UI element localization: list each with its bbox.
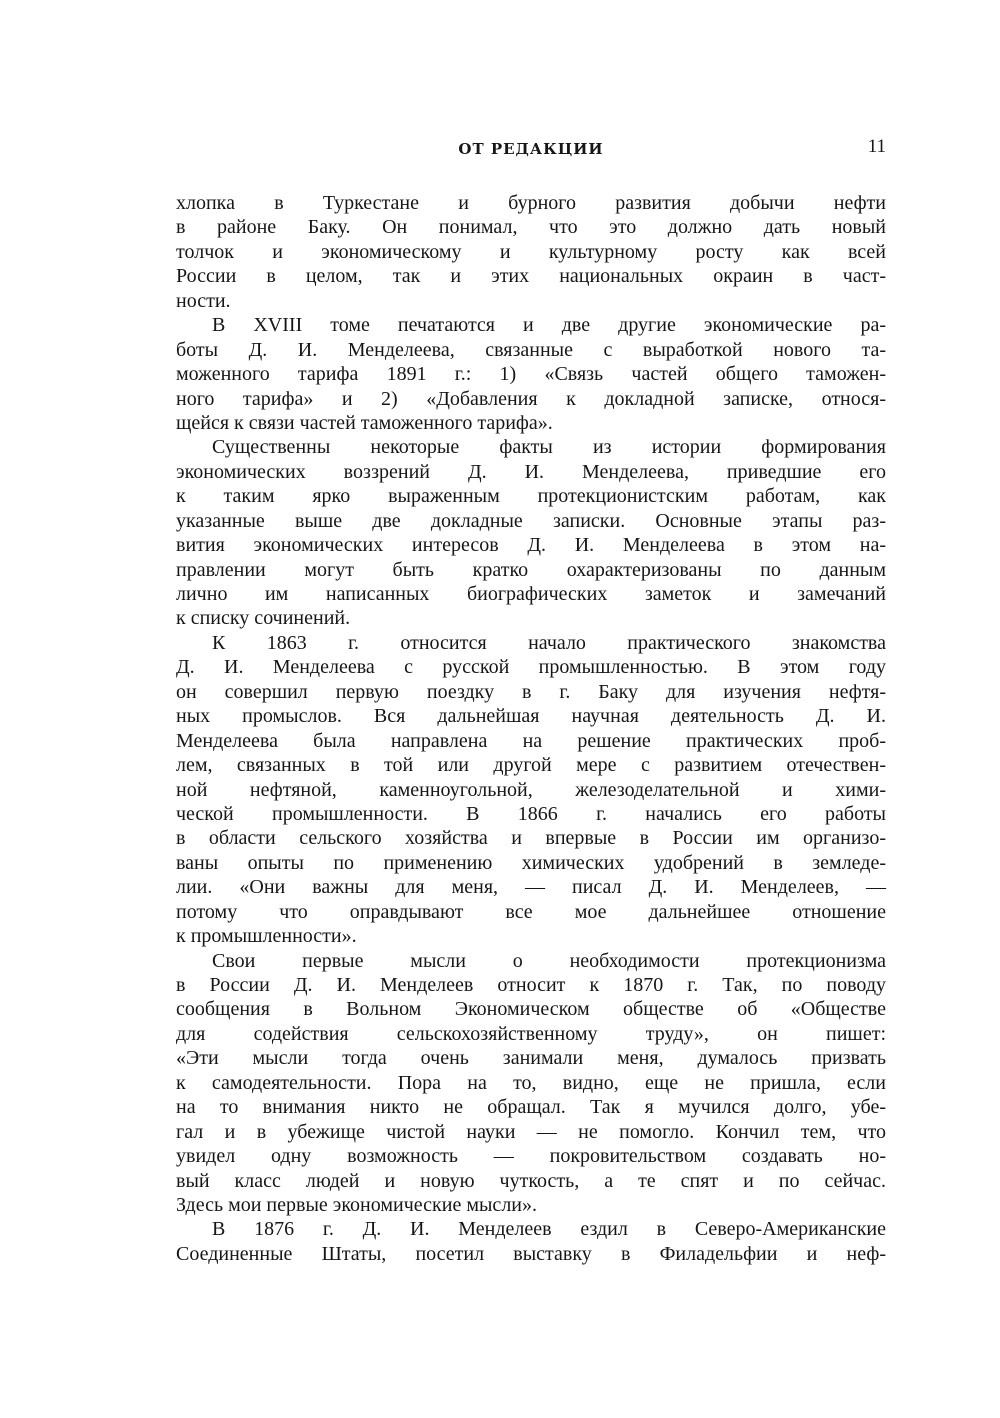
page-number: 11	[867, 136, 886, 157]
text-line: сообщения в Вольном Экономическом обществе об «Обществе	[176, 998, 886, 1021]
text-line: увидел одну возможность — покровительством создавать но-	[176, 1145, 886, 1168]
text-line: Соединенные Штаты, посетил выставку в Филадельфии и неф-	[176, 1242, 886, 1265]
text-line: экономических воззрений Д. И. Менделеева, приведшие его	[176, 460, 886, 483]
text-line: ваны опыты по применению химических удобрений в земледе-	[176, 851, 886, 874]
text-line: правлении могут быть кратко охарактеризованы по данным	[176, 558, 886, 581]
text-line: В XVIII томе печатаются и две другие экономические ра-	[212, 314, 886, 337]
text-line: для содействия сельскохозяйственному труду», он пишет:	[176, 1022, 886, 1045]
text-line: К 1863 г. относится начало практического знакомства	[212, 631, 886, 654]
text-line: к самодеятельности. Пора на то, видно, еще не пришла, если	[176, 1071, 886, 1094]
text-line: в районе Баку. Он понимал, что это должно дать новый	[176, 216, 886, 239]
text-line: ческой промышленности. В 1866 г. начались его работы	[176, 802, 886, 825]
text-line: вития экономических интересов Д. И. Менделеева в этом на-	[176, 534, 886, 557]
text-line: в России Д. И. Менделеев относит к 1870 г. Так, по поводу	[176, 974, 886, 996]
text-line: «Эти мысли тогда очень занимали меня, думалось призвать	[176, 1047, 886, 1070]
text-line: к списку сочинений.	[176, 607, 351, 630]
text-line: боты Д. И. Менделеева, связанные с выработкой нового та-	[176, 338, 886, 361]
text-line: моженного тарифа 1891 г.: 1) «Связь частей общего таможен-	[176, 363, 886, 386]
text-line: Существенны некоторые факты из истории формирования	[212, 436, 886, 459]
text-line: толчок и экономическому и культурному росту как всей	[176, 240, 886, 263]
text-line: в области сельского хозяйства и впервые в России им организо-	[176, 827, 886, 850]
text-line: хлопка в Туркестане и бурного развития добычи нефти	[176, 192, 886, 214]
text-line: России в целом, так и этих национальных окраин в част-	[176, 265, 886, 288]
text-line: к промышленности».	[176, 925, 357, 948]
text-line: к таким ярко выраженным протекционистским работам, как	[176, 485, 886, 508]
text-line: указанные выше две докладные записки. Основные этапы раз-	[176, 509, 886, 532]
text-line: потому что оправдывают все мое дальнейшее отношение	[176, 900, 886, 923]
text-line: гал и в убежище чистой науки — не помогло. Кончил тем, что	[176, 1120, 886, 1143]
text-line: лично им написанных биографических заметок и замечаний	[176, 583, 886, 605]
text-line: лии. «Они важны для меня, — писал Д. И. Менделеев, —	[176, 876, 886, 899]
running-header	[176, 136, 886, 166]
running-head-title: ОТ РЕДАКЦИИ	[458, 140, 604, 158]
text-line: на то внимания никто не обращал. Так я мучился долго, убе-	[176, 1096, 886, 1119]
text-line: Свои первые мысли о необходимости протекционизма	[212, 949, 886, 972]
text-line: Здесь мои первые экономические мысли».	[176, 1193, 537, 1216]
text-line: Менделеева была направлена на решение практических проб-	[176, 729, 886, 752]
text-line: лем, связанных в той или другой мере с развитием отечествен-	[176, 754, 886, 777]
body-text	[176, 191, 886, 1266]
text-line: щейся к связи частей таможенного тарифа».	[176, 411, 553, 434]
text-line: вый класс людей и новую чуткость, а те спят и по сейчас.	[176, 1169, 886, 1192]
text-line: ности.	[176, 289, 231, 312]
text-line: ного тарифа» и 2) «Добавления к докладной записке, относя-	[176, 387, 886, 410]
text-line: Д. И. Менделеева с русской промышленностью. В этом году	[176, 656, 886, 679]
text-line: ной нефтяной, каменноугольной, железоделательной и хими-	[176, 778, 886, 801]
text-line: ных промыслов. Вся дальнейшая научная деятельность Д. И.	[176, 705, 886, 728]
text-line: В 1876 г. Д. И. Менделеев ездил в Северо-Американские	[212, 1218, 886, 1241]
text-line: он совершил первую поездку в г. Баку для изучения нефтя-	[176, 680, 886, 703]
